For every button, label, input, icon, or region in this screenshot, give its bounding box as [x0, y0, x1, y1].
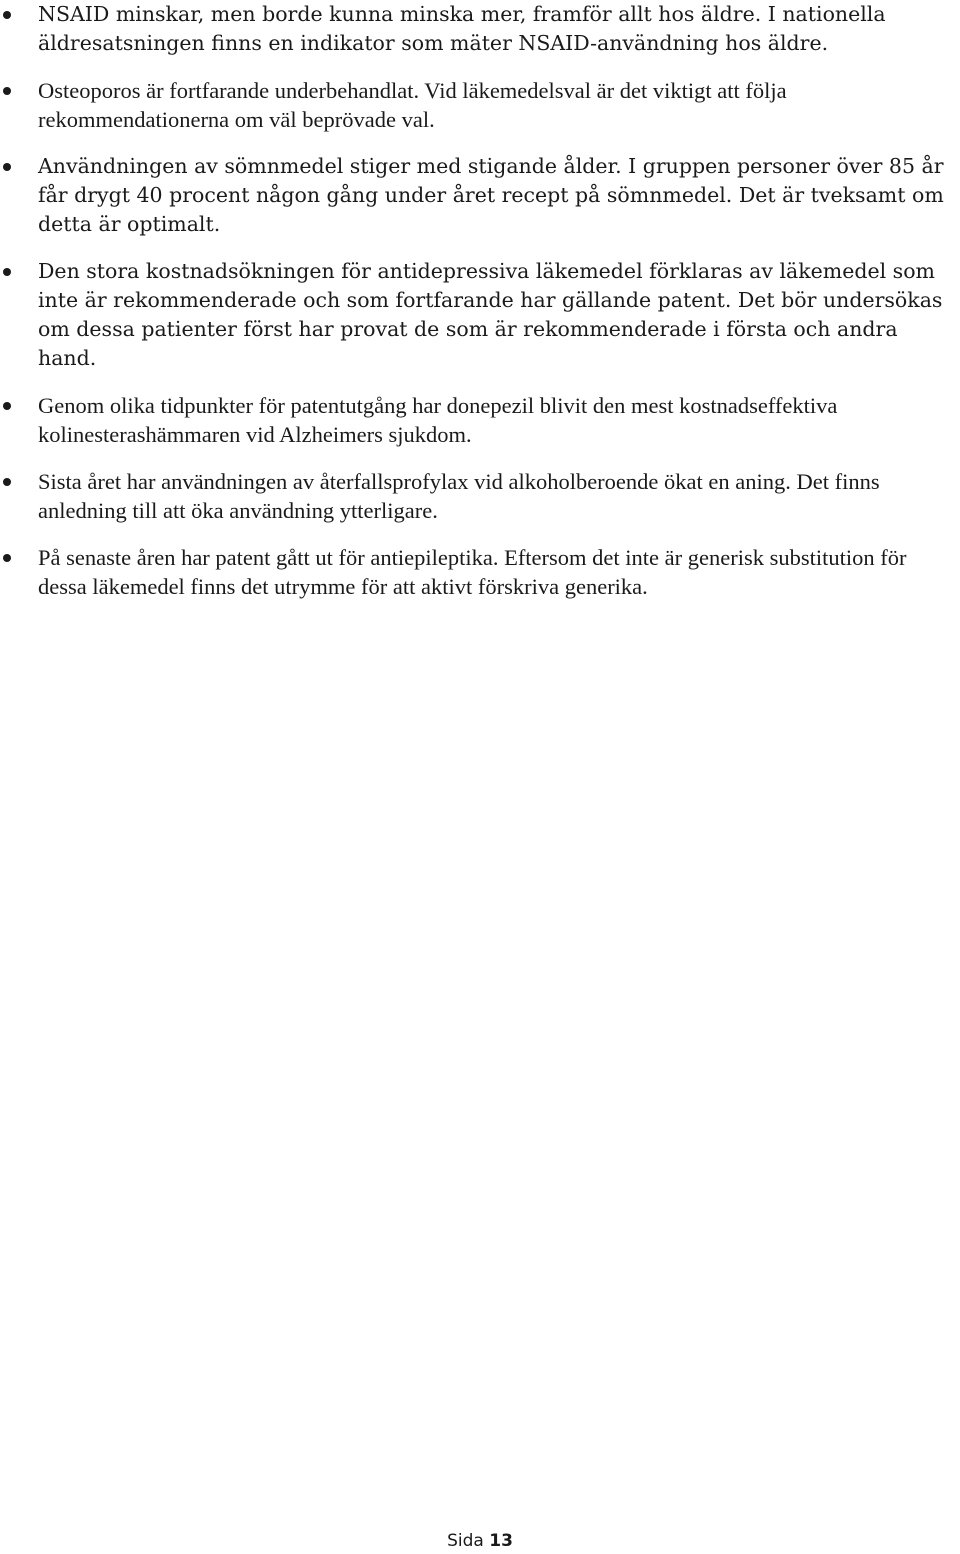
bullet-dot-icon	[3, 554, 11, 562]
bullet-dot-icon	[3, 87, 11, 95]
bullet-item	[0, 391, 960, 449]
bullet-text: Sista året har användningen av återfallsprofylax vid alkoholberoende ökat en aning. Det finns anledning till att öka användning ytterligare.	[38, 469, 880, 523]
bullet-text: Den stora kostnadsökningen för antidepressiva läkemedel förklaras av läkemedel som inte är rekommenderade och som fortfarande har gällande patent. Det bör undersökas om dessa patienter först har provat de som är rekommenderade i första och andra hand.	[38, 259, 943, 370]
bullet-text: NSAID minskar, men borde kunna minska mer, framför allt hos äldre. I nationella äldresatsningen finns en indikator som mäter NSAID-användning hos äldre.	[38, 2, 886, 55]
bullet-item	[0, 257, 960, 373]
page-footer	[0, 1530, 960, 1552]
bullet-item	[0, 467, 960, 525]
bullet-dot-icon	[3, 11, 11, 19]
page-label: Sida	[447, 1531, 484, 1551]
bullet-item	[0, 543, 960, 601]
bullet-text: Osteoporos är fortfarande underbehandlat. Vid läkemedelsval är det viktigt att följa rekommendationerna om väl beprövade val.	[38, 78, 787, 132]
bullet-text: Användningen av sömnmedel stiger med stigande ålder. I gruppen personer över 85 år får drygt 40 procent någon gång under året recept på sömnmedel. Det är tveksamt om detta är optimalt.	[38, 154, 944, 236]
bullet-item	[0, 152, 960, 239]
bullet-text: Genom olika tidpunkter för patentutgång har donepezil blivit den mest kostnadseffektiva kolinesterashämmaren vid Alzheimers sjukdom.	[38, 393, 838, 447]
bullet-dot-icon	[3, 402, 11, 410]
page-number: 13	[489, 1531, 513, 1551]
bullet-item	[0, 76, 960, 134]
bullet-dot-icon	[3, 478, 11, 486]
bullet-item	[0, 0, 960, 58]
bullet-dot-icon	[3, 163, 11, 171]
bullet-list	[0, 0, 960, 619]
bullet-dot-icon	[3, 268, 11, 276]
bullet-text: På senaste åren har patent gått ut för antiepileptika. Eftersom det inte är generisk substitution för dessa läkemedel finns det utrymme för att aktivt förskriva generika.	[38, 545, 907, 599]
